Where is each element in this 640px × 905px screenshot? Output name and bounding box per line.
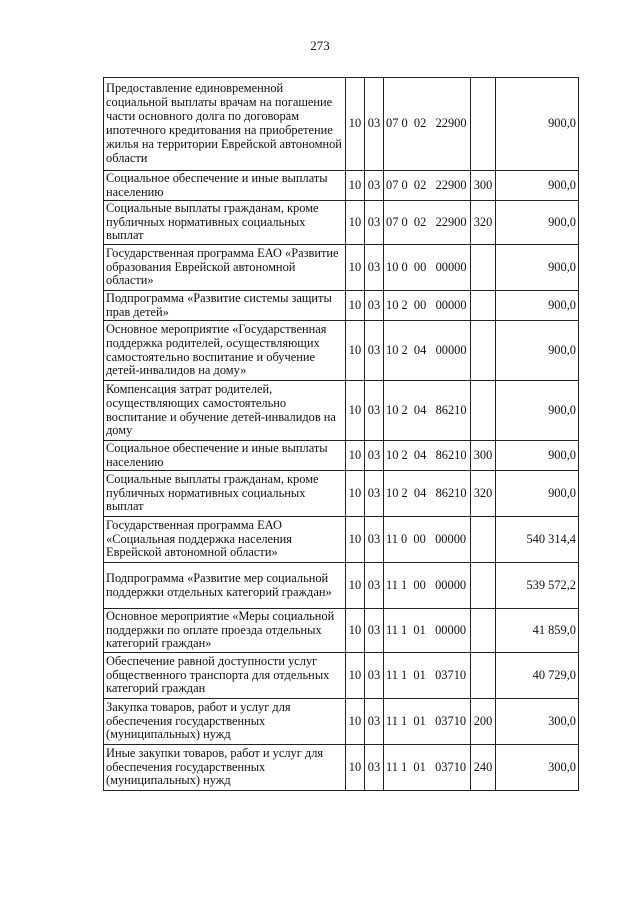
row-name: Закупка товаров, работ и услуг для обеспечения государственных (муниципальных) нужд xyxy=(104,699,346,745)
row-expense-type: 320 xyxy=(471,471,496,517)
page-number: 273 xyxy=(310,38,330,53)
row-expense-type: 300 xyxy=(471,441,496,471)
row-section: 10 xyxy=(346,78,365,171)
row-subsection: 03 xyxy=(365,517,384,563)
table-row xyxy=(104,245,579,291)
row-target-code: 10 2 04 00000 xyxy=(384,321,471,381)
row-section: 10 xyxy=(346,171,365,201)
row-name: Социальные выплаты гражданам, кроме публичных нормативных социальных выплат xyxy=(104,201,346,245)
row-target-code: 07 0 02 22900 xyxy=(384,201,471,245)
row-expense-type: 300 xyxy=(471,171,496,201)
table-row xyxy=(104,441,579,471)
row-expense-type xyxy=(471,517,496,563)
table-row xyxy=(104,745,579,791)
row-expense-type xyxy=(471,245,496,291)
row-subsection: 03 xyxy=(365,745,384,791)
row-subsection: 03 xyxy=(365,609,384,653)
row-section: 10 xyxy=(346,381,365,441)
row-amount: 900,0 xyxy=(496,381,579,441)
row-target-code: 11 1 01 03710 xyxy=(384,653,471,699)
row-subsection: 03 xyxy=(365,78,384,171)
row-amount: 900,0 xyxy=(496,78,579,171)
row-amount: 40 729,0 xyxy=(496,653,579,699)
row-section: 10 xyxy=(346,245,365,291)
table-row xyxy=(104,471,579,517)
row-section: 10 xyxy=(346,563,365,609)
row-subsection: 03 xyxy=(365,441,384,471)
row-expense-type xyxy=(471,291,496,321)
row-expense-type: 320 xyxy=(471,201,496,245)
row-subsection: 03 xyxy=(365,699,384,745)
row-amount: 300,0 xyxy=(496,699,579,745)
row-name: Иные закупки товаров, работ и услуг для обеспечения государственных (муниципальных) нужд xyxy=(104,745,346,791)
row-expense-type xyxy=(471,78,496,171)
row-section: 10 xyxy=(346,441,365,471)
row-subsection: 03 xyxy=(365,291,384,321)
row-name: Подпрограмма «Развитие мер социальной поддержки отдельных категорий граждан» xyxy=(104,563,346,609)
row-name: Компенсация затрат родителей, осуществляющих самостоятельно воспитание и обучение детей-инвалидов на дому xyxy=(104,381,346,441)
row-expense-type xyxy=(471,653,496,699)
row-target-code: 11 1 01 03710 xyxy=(384,699,471,745)
row-section: 10 xyxy=(346,609,365,653)
row-target-code: 11 0 00 00000 xyxy=(384,517,471,563)
row-section: 10 xyxy=(346,745,365,791)
row-subsection: 03 xyxy=(365,321,384,381)
row-target-code: 10 2 04 86210 xyxy=(384,441,471,471)
row-name: Государственная программа ЕАО «Социальная поддержка населения Еврейской автономной области» xyxy=(104,517,346,563)
table-row xyxy=(104,321,579,381)
row-subsection: 03 xyxy=(365,471,384,517)
table-row xyxy=(104,699,579,745)
row-expense-type xyxy=(471,609,496,653)
table-row xyxy=(104,171,579,201)
row-amount: 300,0 xyxy=(496,745,579,791)
row-name: Предоставление единовременной социальной выплаты врачам на погашение части основного долга по договорам ипотечного кредитования на приобретение жилья на территории Еврейской автономной области xyxy=(104,78,346,171)
row-amount: 41 859,0 xyxy=(496,609,579,653)
row-section: 10 xyxy=(346,699,365,745)
table-row xyxy=(104,563,579,609)
table-row xyxy=(104,201,579,245)
row-name: Обеспечение равной доступности услуг общественного транспорта для отдельных категорий граждан xyxy=(104,653,346,699)
row-name: Социальные выплаты гражданам, кроме публичных нормативных социальных выплат xyxy=(104,471,346,517)
table-row xyxy=(104,653,579,699)
row-name: Подпрограмма «Развитие системы защиты прав детей» xyxy=(104,291,346,321)
row-amount: 540 314,4 xyxy=(496,517,579,563)
row-subsection: 03 xyxy=(365,245,384,291)
row-amount: 900,0 xyxy=(496,171,579,201)
row-expense-type xyxy=(471,321,496,381)
row-name: Социальное обеспечение и иные выплаты населению xyxy=(104,441,346,471)
row-amount: 900,0 xyxy=(496,291,579,321)
row-target-code: 10 2 04 86210 xyxy=(384,381,471,441)
row-target-code: 11 1 00 00000 xyxy=(384,563,471,609)
row-name: Основное мероприятие «Меры социальной поддержки по оплате проезда отдельных категорий граждан» xyxy=(104,609,346,653)
row-amount: 900,0 xyxy=(496,471,579,517)
row-expense-type xyxy=(471,381,496,441)
row-section: 10 xyxy=(346,291,365,321)
row-expense-type: 240 xyxy=(471,745,496,791)
row-subsection: 03 xyxy=(365,201,384,245)
row-amount: 900,0 xyxy=(496,201,579,245)
row-section: 10 xyxy=(346,321,365,381)
row-subsection: 03 xyxy=(365,653,384,699)
row-section: 10 xyxy=(346,201,365,245)
row-name: Государственная программа ЕАО «Развитие образования Еврейской автономной области» xyxy=(104,245,346,291)
row-subsection: 03 xyxy=(365,563,384,609)
row-expense-type: 200 xyxy=(471,699,496,745)
row-section: 10 xyxy=(346,653,365,699)
table-row xyxy=(104,517,579,563)
row-subsection: 03 xyxy=(365,171,384,201)
table-row xyxy=(104,78,579,171)
row-target-code: 10 2 00 00000 xyxy=(384,291,471,321)
row-amount: 900,0 xyxy=(496,441,579,471)
row-amount: 539 572,2 xyxy=(496,563,579,609)
table-row xyxy=(104,381,579,441)
row-amount: 900,0 xyxy=(496,321,579,381)
row-target-code: 11 1 01 03710 xyxy=(384,745,471,791)
row-amount: 900,0 xyxy=(496,245,579,291)
row-target-code: 11 1 01 00000 xyxy=(384,609,471,653)
row-target-code: 10 2 04 86210 xyxy=(384,471,471,517)
table-row xyxy=(104,609,579,653)
row-target-code: 10 0 00 00000 xyxy=(384,245,471,291)
budget-table xyxy=(103,77,579,791)
row-target-code: 07 0 02 22900 xyxy=(384,171,471,201)
row-section: 10 xyxy=(346,517,365,563)
row-name: Основное мероприятие «Государственная поддержка родителей, осуществляющих самостоятельно воспитание и обучение детей-инвалидов на дому» xyxy=(104,321,346,381)
row-section: 10 xyxy=(346,471,365,517)
row-subsection: 03 xyxy=(365,381,384,441)
table-row xyxy=(104,291,579,321)
row-expense-type xyxy=(471,563,496,609)
row-target-code: 07 0 02 22900 xyxy=(384,78,471,171)
row-name: Социальное обеспечение и иные выплаты населению xyxy=(104,171,346,201)
